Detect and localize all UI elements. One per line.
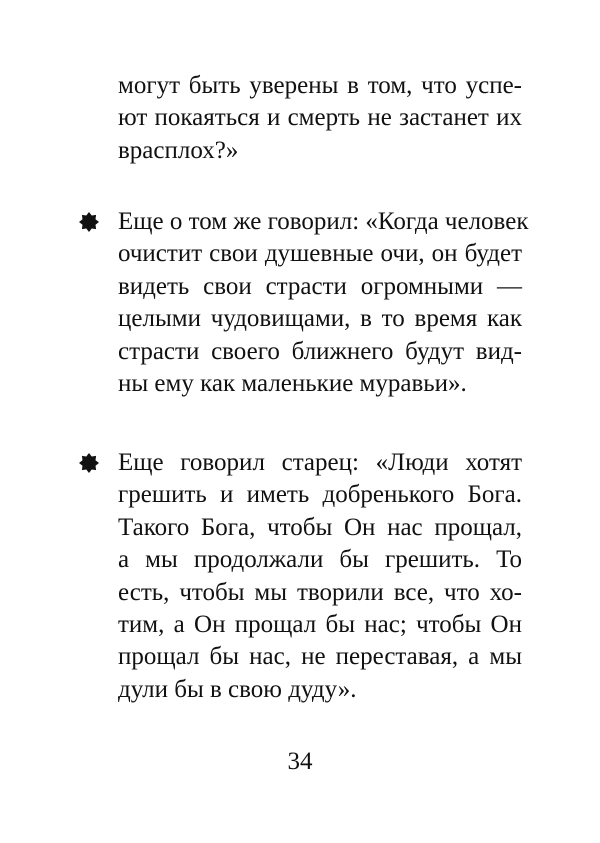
text-line: дули бы в свою дуду». bbox=[118, 675, 357, 703]
text-line: очистит свои душевные очи, он будет bbox=[118, 240, 522, 268]
text-line: а мы продолжали бы грешить. То bbox=[118, 546, 522, 574]
text-line: тим, а Он прощал бы нас; чтобы Он bbox=[118, 610, 522, 638]
page-number: 34 bbox=[287, 748, 313, 775]
text-line: прощал бы нас, не переставая, а мы bbox=[118, 643, 522, 671]
text-line: грешить и иметь добренького Бога. bbox=[118, 481, 522, 509]
paragraph-quote-good-god bbox=[118, 447, 522, 706]
paragraph-quote-passions bbox=[118, 206, 529, 400]
text-line: врасплох?» bbox=[118, 136, 239, 164]
star-bullet-icon bbox=[79, 453, 99, 473]
text-line: Еще о том же говорил: «Когда человек bbox=[118, 208, 529, 235]
text-line: ны ему как маленькие муравьи». bbox=[118, 369, 467, 397]
star-bullet-icon bbox=[79, 212, 99, 232]
paragraph-continuation bbox=[118, 70, 522, 167]
text-line: видеть свои страсти огромными — bbox=[118, 272, 522, 300]
text-line: ют покаяться и смерть не застанет их bbox=[118, 104, 522, 132]
text-line: могут быть уверены в том, что успе- bbox=[118, 72, 522, 99]
text-line: целыми чудовищами, в то время как bbox=[118, 305, 522, 333]
text-line: есть, чтобы мы творили все, что хо- bbox=[118, 578, 522, 606]
text-line: страсти своего ближнего будут вид- bbox=[118, 337, 522, 365]
text-line: Такого Бога, чтобы Он нас прощал, bbox=[118, 513, 522, 541]
text-line: Еще говорил старец: «Люди хотят bbox=[118, 449, 522, 476]
